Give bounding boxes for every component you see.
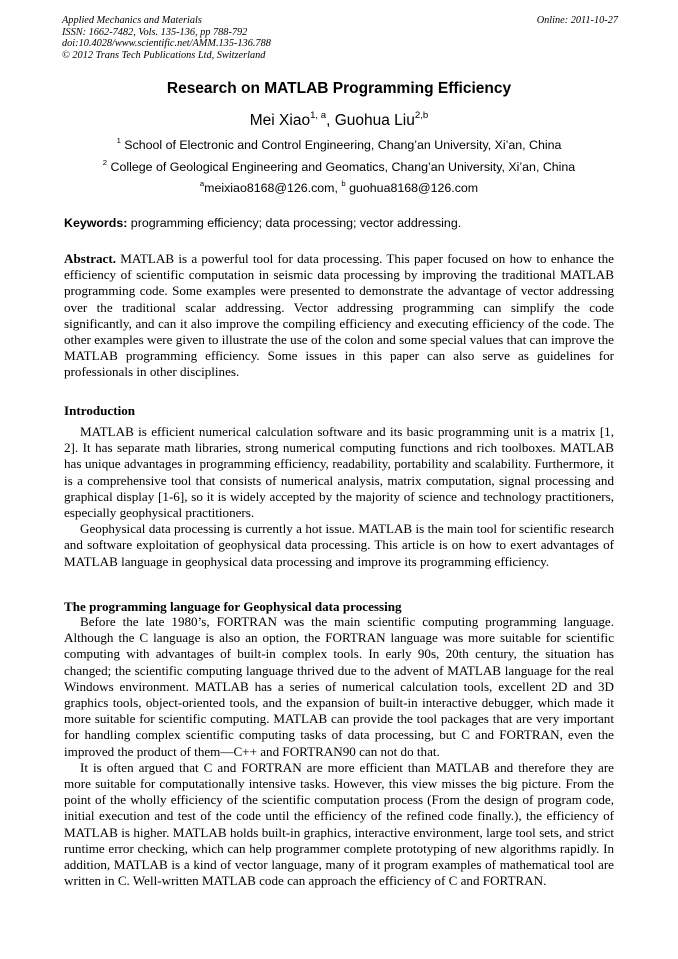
- affiliation-2-sup: 2: [102, 158, 108, 168]
- keywords-text: programming efficiency; data processing; vector addressing.: [127, 216, 462, 230]
- abstract-text: MATLAB is a powerful tool for data processing. This paper focused on how to enhance the efficiency of scientific computation in seismic data processing by improving the traditional MATLAB programming code. Some examples were presented to demonstrate the advantage of vector addressing over the traditional scalar addressing. Vector addressing programming can simplify the code significantly, and can it also improve the compiling efficiency and executing efficiency of the code. The other examples were given to illustrate the use of the colon and some special values that can improve the MATLAB programming efficiency. Some issues in this paper can also serve as guidelines for professionals in other disciplines.: [64, 251, 614, 380]
- affiliation-1: [0, 138, 678, 152]
- running-header: [62, 15, 618, 61]
- copyright-line: © 2012 Trans Tech Publications Ltd, Switzerland: [62, 49, 266, 61]
- author-line: [0, 109, 678, 130]
- introduction-paragraph-2: Geophysical data processing is currently a hot issue. MATLAB is the main tool for scientific research and software exploitation of geophysical data processing. This article is on how to exert advantages of MATLAB language in geophysical data processing and improve its programming efficiency.: [64, 521, 614, 569]
- affiliation-1-text: School of Electronic and Control Engineering, Chang’an University, Xi’an, China: [120, 138, 562, 152]
- introduction-heading: Introduction: [64, 403, 136, 418]
- email-line: [0, 181, 678, 195]
- doi-line: doi:10.4028/www.scientific.net/AMM.135-136.788: [62, 38, 271, 49]
- introduction-body: [64, 424, 614, 570]
- author-1: Mei Xiao: [249, 112, 311, 129]
- issn-line: ISSN: 1662-7482, Vols. 135-136, pp 788-792: [62, 26, 248, 38]
- online-date: Online: 2011-10-27: [536, 15, 618, 26]
- email-a-sup: a: [199, 179, 205, 189]
- email-b-sup: b: [341, 179, 346, 189]
- author-2: Guohua Liu: [334, 112, 415, 129]
- paper-title: Research on MATLAB Programming Efficiency: [166, 80, 512, 97]
- abstract: [64, 251, 614, 381]
- email-b: guohua8168@126.com: [345, 181, 479, 195]
- abstract-label: Abstract.: [64, 251, 116, 266]
- email-a: meixiao8168@126.com,: [204, 181, 342, 195]
- author-1-sup: 1, a: [310, 109, 327, 121]
- affiliation-1-sup: 1: [116, 136, 121, 146]
- author-2-sup: 2,b: [414, 109, 429, 121]
- introduction-paragraph-1: MATLAB is efficient numerical calculation software and its basic programming unit is a matrix [1, 2]. It has separate math libraries, strong numerical computing functions and rich toolboxes. MATLAB has unique advantages in programming efficiency, readability, portability and scalability. Furthermore, it is a comprehensive tool that consists of numerical analysis, matrix computation, signal processing and graphical display [1-6], so it is widely accepted by the majority of science and technology practitioners, especially geophysical practitioners.: [64, 424, 614, 521]
- section-2-paragraph-1: Before the late 1980’s, FORTRAN was the main scientific computing programming language. Although the C language is also an option, the FORTRAN language was more suitable for scientific computing with advantages of built-in complex tools. In early 90s, 20th century, the situation has changed; the scientific computing language thrived due to the advent of MATLAB language for the real Windows environment. MATLAB has a series of numerical calculation tools, excellent 2D and 3D graphics tools, object-oriented tools, and the expansion of built-in interactive debugger, which made it more suitable for scientific computing. MATLAB can provide the tool packages that are very important for handling complex scientific computing tasks of data processing, but C and FORTRAN, even the improved the product of them—C++ and FORTRAN90 can not do that.: [64, 614, 614, 759]
- section-2-heading: The programming language for Geophysical data processing: [64, 599, 402, 614]
- section-2-paragraph-2: It is often argued that C and FORTRAN are more efficient than MATLAB and therefore they are more suitable for computationally intensive tasks. However, this view misses the big picture. From the point of the wholly efficiency of the scientific computation process (From the design of program code, initial execution and test of the code until the efficiency of the refined code finally.), the efficiency of MATLAB is higher. MATLAB holds built-in graphics, interactive environment, large tool sets, and strict runtime error checking, which can help programmer complete prototyping of new algorithms rapidly. In addition, MATLAB is a kind of vector language, many of it program examples of mathematical tool are written in C. Well-written MATLAB code can approach the efficiency of C and FORTRAN.: [64, 759, 614, 889]
- affiliation-2: [0, 160, 678, 174]
- affiliation-2-text: College of Geological Engineering and Geomatics, Chang’an University, Xi’an, China: [107, 160, 576, 174]
- author-separator: ,: [326, 112, 335, 129]
- keywords-label: Keywords:: [64, 216, 128, 230]
- keywords: [64, 216, 624, 230]
- section-2-body: [64, 614, 614, 889]
- journal-name: Applied Mechanics and Materials: [62, 15, 202, 26]
